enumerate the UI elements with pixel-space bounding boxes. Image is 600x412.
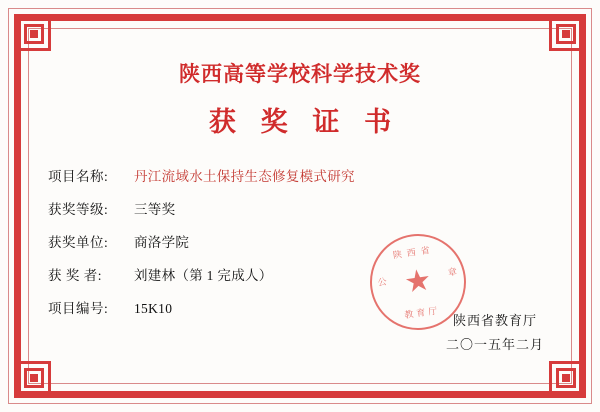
certificate-content <box>40 40 560 372</box>
field-label-award-level: 获奖等级: <box>48 202 109 217</box>
field-value-project-number: 15K10 <box>134 301 173 316</box>
field-row-project-name <box>48 165 560 185</box>
field-label-project-name: 项目名称: <box>48 169 109 184</box>
seal-text-bottom: 教育厅 <box>403 305 441 321</box>
certificate-fields <box>40 165 560 317</box>
certificate-title-main: 陕西高等学校科学技术奖 <box>179 62 421 86</box>
field-row-award-unit <box>48 231 560 251</box>
issue-date: 二〇一五年二月 <box>445 337 544 353</box>
seal-text-left: 公 <box>376 276 388 288</box>
field-value-project-name: 丹江流域水土保持生态修复模式研究 <box>134 169 355 184</box>
field-value-awardee: 刘建林（第 1 完成人） <box>134 268 273 283</box>
field-label-award-unit: 获奖单位: <box>48 235 109 250</box>
seal-text-top: 陕西省 <box>392 244 436 261</box>
field-label-awardee: 获 奖 者: <box>48 268 103 283</box>
field-row-awardee <box>48 264 560 284</box>
field-label-project-number: 项目编号: <box>48 301 109 316</box>
certificate-title-sub: 获 奖 证 书 <box>208 107 401 137</box>
certificate-footer <box>446 309 544 358</box>
star-icon: ★ <box>402 263 434 300</box>
field-value-award-unit: 商洛学院 <box>134 235 190 250</box>
field-value-award-level: 三等奖 <box>134 202 176 217</box>
seal-text-right: 章 <box>447 266 458 278</box>
field-row-award-level <box>48 198 560 218</box>
issuer-name: 陕西省教育厅 <box>452 312 537 328</box>
